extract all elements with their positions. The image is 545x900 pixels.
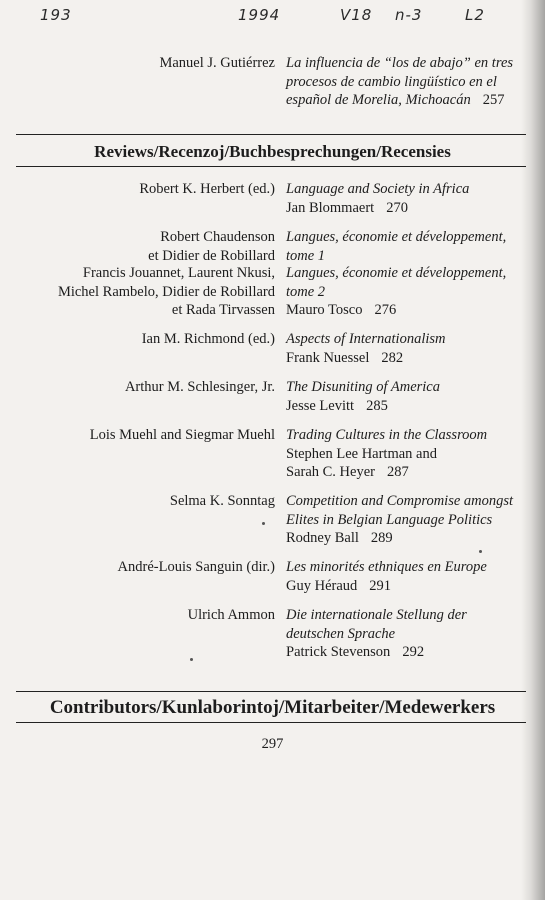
entry-title: La influencia de “los de abajo” en tres procesos de cambio lingüístico en el español de Morelia, Michoacán: [286, 55, 514, 108]
handwritten-note: 1994: [238, 6, 281, 24]
review-author: Francis Jouannet, Laurent Nkusi, Michel Rambelo, Didier de Robillard et Rada Tirvassen: [57, 265, 275, 318]
review-work: [286, 378, 531, 415]
review-page: 276: [374, 302, 397, 318]
review-author: Ulrich Ammon: [187, 607, 275, 623]
review-page: 287: [386, 464, 409, 480]
review-title: Die internationale Stellung der deutschen Sprache: [286, 607, 467, 642]
review-reviewer: Jan Blommaert: [286, 199, 375, 216]
review-page: 291: [369, 577, 392, 594]
section-rule: [16, 134, 526, 135]
review-author: Robert Chaudenson et Didier de Robillard: [148, 229, 275, 264]
review-page: 270: [386, 199, 408, 216]
scan-speck: [479, 550, 482, 553]
entry-page: 257: [482, 92, 505, 108]
review-title: Competition and Compromise amongst Elites in Belgian Language Politics: [286, 493, 514, 528]
review-reviewer: Mauro Tosco: [286, 302, 363, 318]
review-title: Les minorités ethniques en Europe: [286, 559, 487, 575]
review-author: Arthur M. Schlesinger, Jr.: [124, 379, 275, 395]
review-author: Lois Muehl and Siegmar Muehl: [89, 427, 275, 443]
review-work: [286, 330, 531, 367]
review-page: 289: [370, 530, 393, 546]
page-number: 297: [261, 736, 284, 752]
review-title: Aspects of Internationalism: [286, 331, 446, 347]
section-rule: [16, 722, 526, 723]
review-work: [286, 180, 531, 217]
contributors-heading: Contributors/Kunlaborintoj/Mitarbeiter/Medewerkers: [49, 697, 496, 718]
review-author: Ian M. Richmond (ed.): [141, 331, 275, 347]
handwritten-note: n-3: [395, 6, 423, 24]
review-title: The Disuniting of America: [286, 379, 440, 395]
review-work: [286, 492, 531, 548]
review-title: Language and Society in Africa: [286, 181, 470, 197]
handwritten-note: L2: [465, 6, 485, 24]
review-title: Trading Cultures in the Classroom: [286, 427, 488, 443]
review-reviewer: Stephen Lee Hartman and Sarah C. Heyer: [286, 445, 437, 480]
review-reviewer: Guy Héraud: [286, 577, 358, 594]
review-reviewer: Rodney Ball: [286, 530, 359, 546]
scan-speck: [190, 658, 193, 661]
review-page: 292: [402, 644, 425, 660]
handwritten-note: V18: [340, 6, 373, 24]
section-rule: [16, 691, 526, 692]
review-page: 285: [366, 397, 388, 414]
review-work: [286, 264, 531, 320]
review-title: Langues, économie et développement, tome 2: [286, 265, 507, 300]
page-edge-shadow: [521, 0, 545, 900]
handwritten-note: 193: [40, 6, 72, 24]
entry-work: [286, 54, 531, 110]
section-rule: [16, 166, 526, 167]
review-reviewer: Frank Nuessel: [286, 349, 370, 366]
review-work: [286, 228, 531, 265]
review-work: [286, 558, 531, 595]
review-author: Selma K. Sonntag: [169, 493, 275, 509]
review-page: 282: [381, 349, 404, 366]
scan-speck: [262, 522, 265, 525]
review-title: Langues, économie et développement, tome 1: [286, 229, 507, 264]
review-author: Robert K. Herbert (ed.): [139, 181, 275, 197]
review-work: [286, 606, 531, 662]
review-reviewer: Jesse Levitt: [286, 397, 355, 414]
review-reviewer: Patrick Stevenson: [286, 644, 391, 660]
review-work: [286, 426, 531, 482]
entry-author: Manuel J. Gutiérrez: [159, 55, 275, 71]
reviews-heading: Reviews/Recenzoj/Buchbesprechungen/Recensies: [94, 142, 451, 161]
review-author: André-Louis Sanguin (dir.): [117, 559, 275, 575]
